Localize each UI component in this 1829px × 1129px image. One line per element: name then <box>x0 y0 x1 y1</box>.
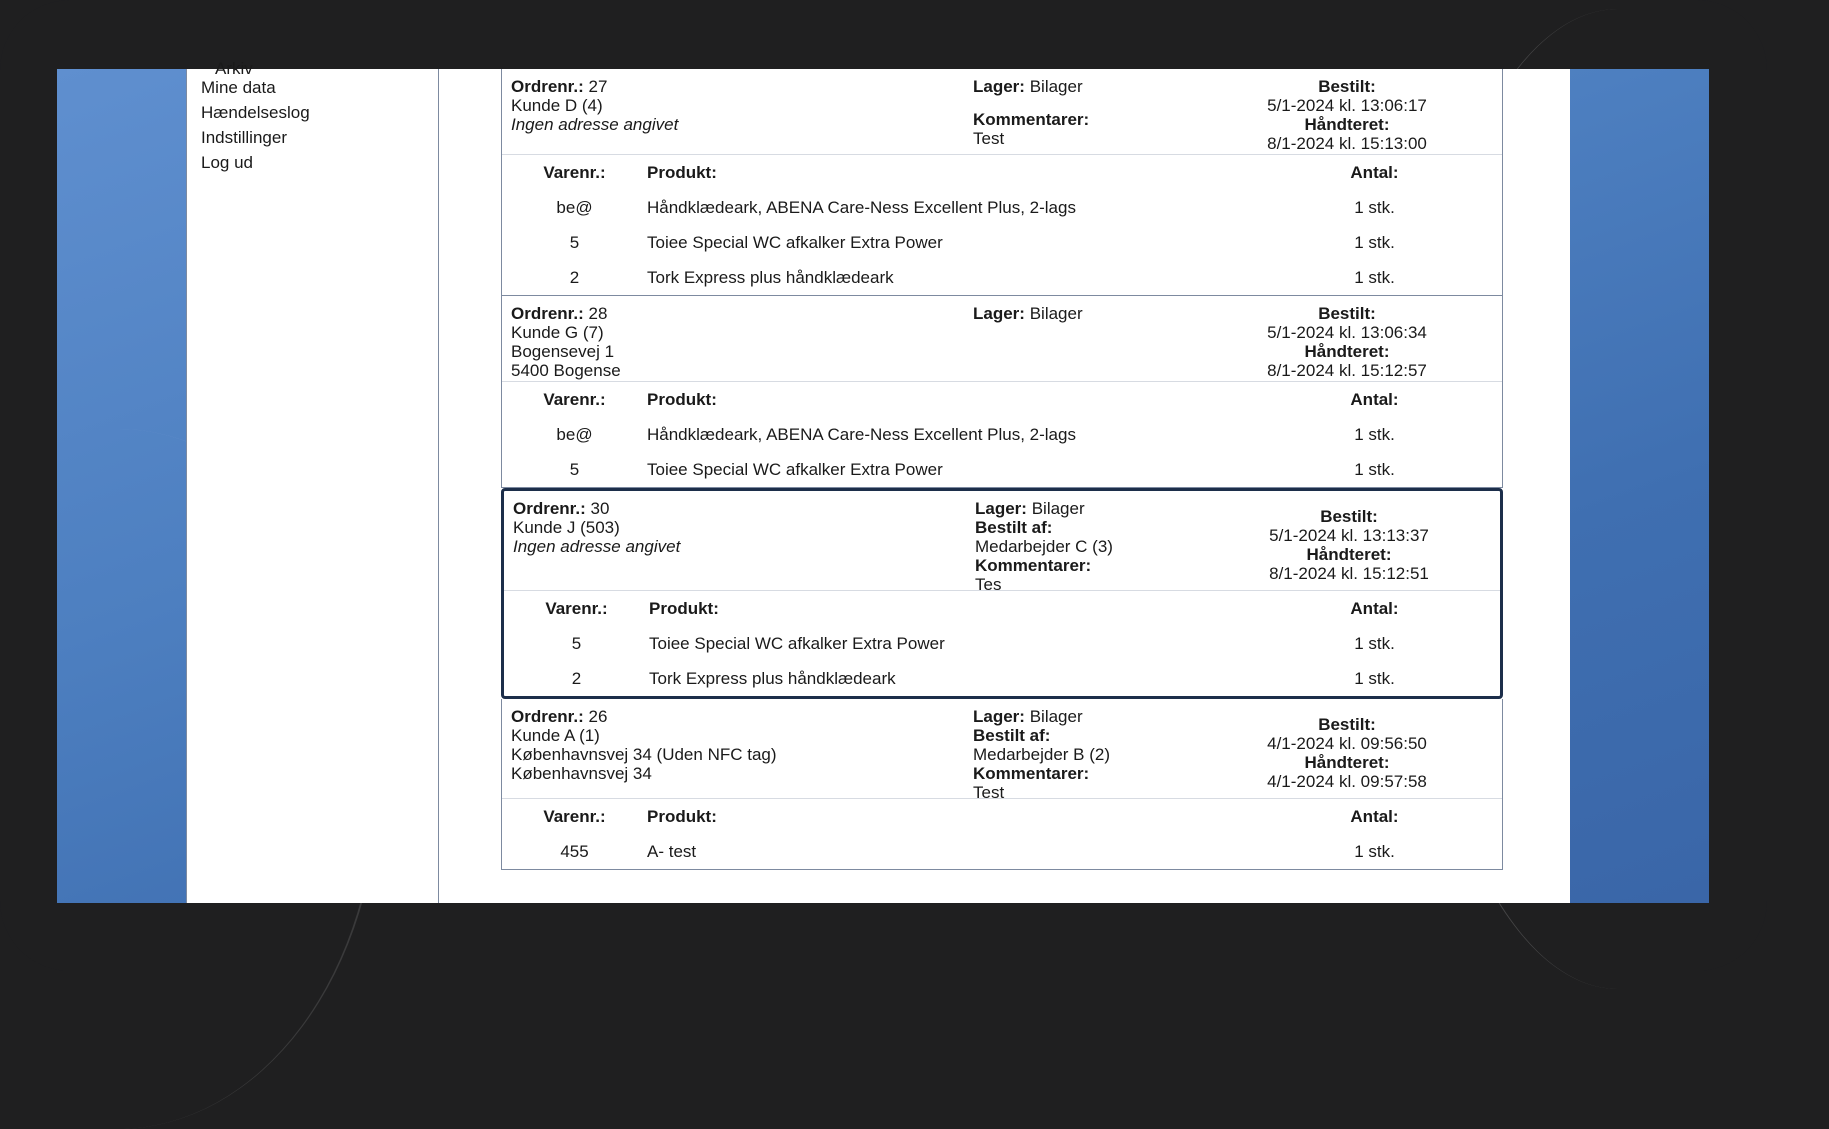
column-header-item-no: Varenr.: <box>543 162 606 182</box>
comment-value: Tes <box>975 575 1002 594</box>
order-header <box>502 69 1502 155</box>
column-header-product: Produkt: <box>647 806 717 826</box>
customer-address: 5400 Bogense <box>511 361 621 380</box>
customer-name: Kunde G (7) <box>511 323 604 342</box>
warehouse-value: Bilager <box>1031 499 1085 518</box>
item-number: 5 <box>569 459 580 479</box>
ordered-label: Bestilt: <box>1318 77 1376 96</box>
column-header-qty: Antal: <box>1350 389 1399 409</box>
sidebar-item-arkiv[interactable]: Arkiv <box>215 59 253 78</box>
column-header-item-no: Varenr.: <box>543 806 606 826</box>
item-quantity: 1 stk. <box>1354 424 1395 444</box>
warehouse-value: Bilager <box>1029 707 1083 726</box>
item-number: be@ <box>556 424 593 444</box>
table-row <box>502 225 1502 260</box>
item-product: A- test <box>647 841 697 861</box>
ordered-by-label: Bestilt af: <box>973 726 1051 745</box>
order-warehouse-info <box>975 499 1113 594</box>
item-number: 2 <box>571 668 582 688</box>
order-number-label: Ordrenr.: <box>511 304 584 323</box>
table-header-row <box>502 155 1502 190</box>
order-timestamps <box>1222 304 1472 380</box>
customer-name: Kunde J (503) <box>513 518 620 537</box>
table-header-row <box>502 799 1502 834</box>
ordered-label: Bestilt: <box>1320 507 1378 526</box>
item-quantity: 1 stk. <box>1354 267 1395 287</box>
order-timestamps <box>1222 715 1472 791</box>
item-product: Tork Express plus håndklædeark <box>649 668 896 688</box>
item-number: 5 <box>569 232 580 252</box>
item-product: Håndklædeark, ABENA Care-Ness Excellent Plus, 2-lags <box>647 197 1076 217</box>
ordered-at: 4/1-2024 kl. 09:56:50 <box>1267 734 1427 753</box>
warehouse-value: Bilager <box>1029 77 1083 96</box>
table-row <box>502 190 1502 225</box>
order-number: 27 <box>588 77 608 96</box>
customer-address: Københavnsvej 34 (Uden NFC tag) <box>511 745 777 764</box>
table-row <box>502 834 1502 869</box>
sidebar-item-mine-data[interactable]: Mine data <box>201 78 276 97</box>
order-number-label: Ordrenr.: <box>511 707 584 726</box>
column-header-item-no: Varenr.: <box>543 389 606 409</box>
order-number: 26 <box>588 707 608 726</box>
column-header-qty: Antal: <box>1350 806 1399 826</box>
item-quantity: 1 stk. <box>1354 232 1395 252</box>
sidebar-item-haendelseslog[interactable]: Hændelseslog <box>201 103 310 122</box>
column-header-qty: Antal: <box>1350 162 1399 182</box>
column-header-qty: Antal: <box>1350 598 1399 618</box>
ordered-by-value: Medarbejder B (2) <box>973 745 1111 764</box>
warehouse-label: Lager: <box>973 77 1025 96</box>
order-card[interactable] <box>501 69 1503 296</box>
ordered-label: Bestilt: <box>1318 304 1376 323</box>
handled-label: Håndteret: <box>1306 545 1392 564</box>
order-warehouse-info <box>973 304 1083 323</box>
handled-at: 4/1-2024 kl. 09:57:58 <box>1267 772 1427 791</box>
column-header-product: Produkt: <box>647 389 717 409</box>
comments-label: Kommentarer: <box>973 110 1090 129</box>
order-items-table <box>502 382 1502 487</box>
order-header <box>502 296 1502 382</box>
handled-at: 8/1-2024 kl. 15:12:51 <box>1269 564 1429 583</box>
warehouse-label: Lager: <box>975 499 1027 518</box>
order-timestamps <box>1224 507 1474 583</box>
sidebar-item-log-ud[interactable]: Log ud <box>201 153 253 172</box>
item-product: Toiee Special WC afkalker Extra Power <box>649 633 945 653</box>
order-card[interactable] <box>501 488 1503 699</box>
customer-address: Københavnsvej 34 <box>511 764 652 783</box>
warehouse-label: Lager: <box>973 304 1025 323</box>
table-row <box>502 260 1502 295</box>
sidebar-item-indstillinger[interactable]: Indstillinger <box>201 128 287 147</box>
item-quantity: 1 stk. <box>1354 668 1395 688</box>
item-product: Toiee Special WC afkalker Extra Power <box>647 232 943 252</box>
comments-label: Kommentarer: <box>973 764 1090 783</box>
warehouse-label: Lager: <box>973 707 1025 726</box>
column-header-product: Produkt: <box>647 162 717 182</box>
order-number: 30 <box>590 499 610 518</box>
table-row <box>502 417 1502 452</box>
sidebar <box>186 59 439 903</box>
comment-value: Test <box>973 129 1005 148</box>
main-content <box>439 69 1570 903</box>
customer-address: Ingen adresse angivet <box>513 537 681 556</box>
order-header <box>504 491 1500 594</box>
comment-value: Test <box>973 783 1005 802</box>
order-warehouse-info <box>973 707 1110 802</box>
item-quantity: 1 stk. <box>1354 841 1395 861</box>
order-warehouse-info <box>973 77 1089 148</box>
customer-address: Ingen adresse angivet <box>511 115 679 134</box>
sidebar-menu <box>201 59 310 175</box>
item-quantity: 1 stk. <box>1354 459 1395 479</box>
handled-label: Håndteret: <box>1304 115 1390 134</box>
customer-name: Kunde D (4) <box>511 96 603 115</box>
item-quantity: 1 stk. <box>1354 633 1395 653</box>
handled-at: 8/1-2024 kl. 15:13:00 <box>1267 134 1427 153</box>
ordered-at: 5/1-2024 kl. 13:13:37 <box>1269 526 1429 545</box>
order-list <box>501 69 1503 870</box>
item-product: Toiee Special WC afkalker Extra Power <box>647 459 943 479</box>
table-header-row <box>504 591 1500 626</box>
handled-label: Håndteret: <box>1304 342 1390 361</box>
comments-label: Kommentarer: <box>975 556 1092 575</box>
item-number: 5 <box>571 633 582 653</box>
order-customer-info <box>513 499 680 556</box>
table-row <box>504 626 1500 661</box>
order-customer-info <box>511 77 678 134</box>
item-number: 455 <box>560 841 589 861</box>
ordered-at: 5/1-2024 kl. 13:06:17 <box>1267 96 1427 115</box>
order-customer-info <box>511 304 621 380</box>
page <box>186 59 1570 903</box>
ordered-at: 5/1-2024 kl. 13:06:34 <box>1267 323 1427 342</box>
order-timestamps <box>1222 77 1472 153</box>
ordered-by-value: Medarbejder C (3) <box>975 537 1113 556</box>
table-row <box>502 452 1502 487</box>
customer-name: Kunde A (1) <box>511 726 600 745</box>
item-product: Håndklædeark, ABENA Care-Ness Excellent Plus, 2-lags <box>647 424 1076 444</box>
item-quantity: 1 stk. <box>1354 197 1395 217</box>
ordered-by-label: Bestilt af: <box>975 518 1053 537</box>
order-header <box>502 699 1502 802</box>
order-number: 28 <box>588 304 608 323</box>
item-number: be@ <box>556 197 593 217</box>
table-row <box>504 661 1500 696</box>
order-number-label: Ordrenr.: <box>513 499 586 518</box>
order-items-table <box>502 155 1502 295</box>
table-header-row <box>502 382 1502 417</box>
handled-label: Håndteret: <box>1304 753 1390 772</box>
customer-address: Bogensevej 1 <box>511 342 615 361</box>
item-product: Tork Express plus håndklædeark <box>647 267 894 287</box>
order-number-label: Ordrenr.: <box>511 77 584 96</box>
ordered-label: Bestilt: <box>1318 715 1376 734</box>
column-header-product: Produkt: <box>649 598 719 618</box>
order-items-table <box>504 591 1500 696</box>
screen <box>57 59 1709 903</box>
order-items-table <box>502 799 1502 869</box>
order-card[interactable] <box>501 296 1503 488</box>
column-header-item-no: Varenr.: <box>545 598 608 618</box>
order-card[interactable] <box>501 699 1503 870</box>
warehouse-value: Bilager <box>1029 304 1083 323</box>
order-customer-info <box>511 707 777 783</box>
item-number: 2 <box>569 267 580 287</box>
handled-at: 8/1-2024 kl. 15:12:57 <box>1267 361 1427 380</box>
